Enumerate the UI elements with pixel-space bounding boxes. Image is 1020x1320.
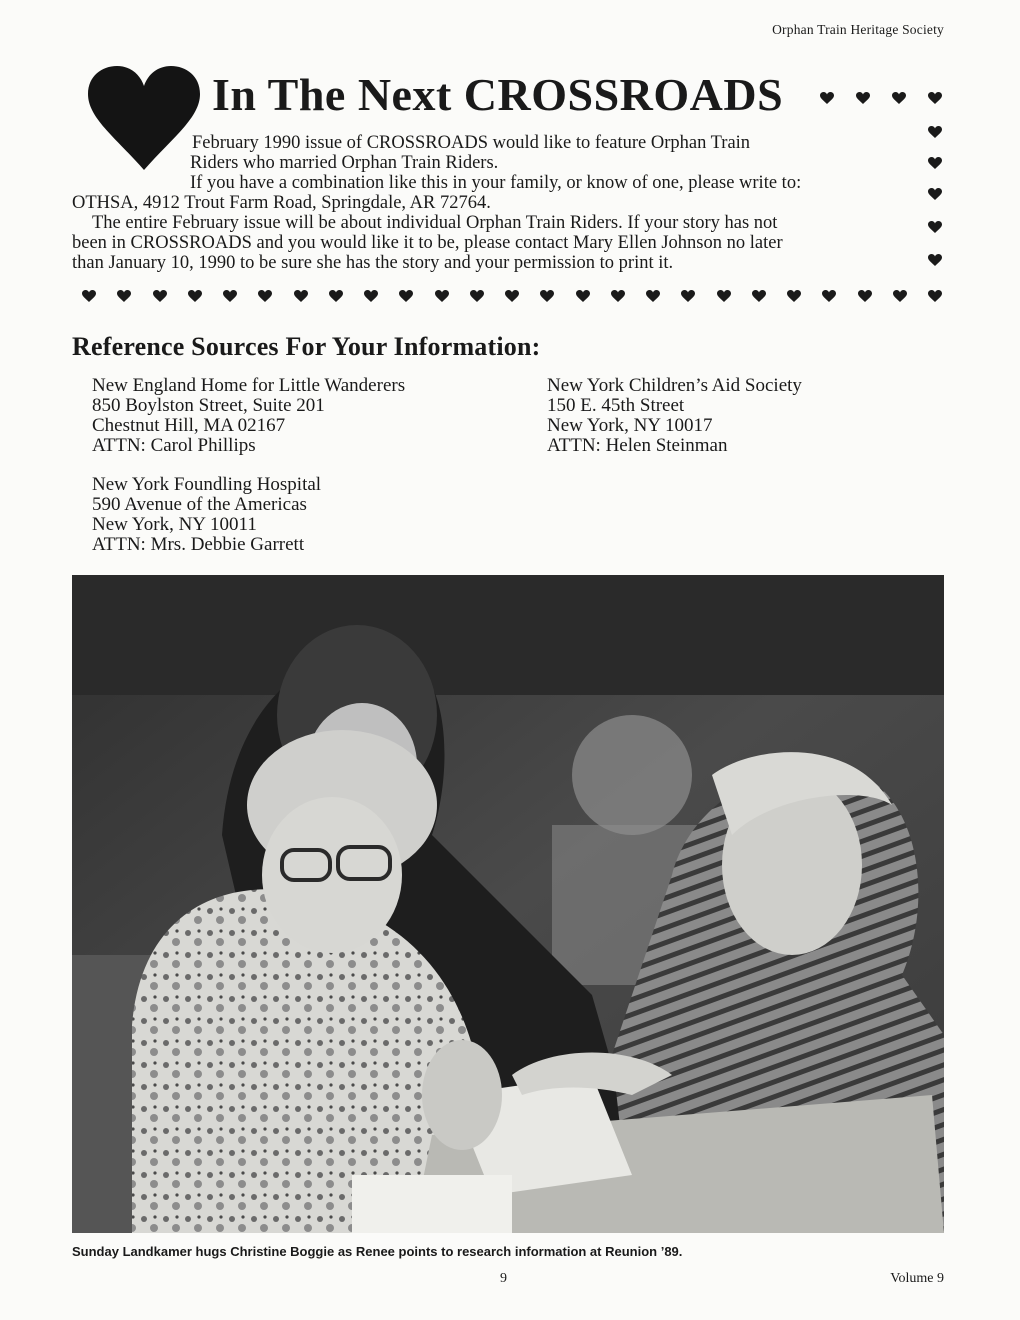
reference-heading: Reference Sources For Your Information: xyxy=(72,332,541,361)
border-heart-icon xyxy=(258,290,272,302)
border-heart-icon xyxy=(787,290,801,302)
source-street: 150 E. 45th Street xyxy=(547,395,685,416)
border-heart-icon xyxy=(540,290,554,302)
page-number: 9 xyxy=(500,1271,507,1286)
border-heart-icon xyxy=(928,221,942,233)
border-heart-icon xyxy=(820,92,834,104)
announcement-line: The entire February issue will be about individual Orphan Train Riders. If your story has not xyxy=(92,213,778,233)
border-heart-icon xyxy=(752,290,766,302)
border-heart-icon xyxy=(646,290,660,302)
source-name: New York Foundling Hospital xyxy=(92,474,322,495)
announcement-line: February 1990 issue of CROSSROADS would like to feature Orphan Train xyxy=(192,133,751,153)
border-heart-icon xyxy=(858,290,872,302)
border-heart-icon xyxy=(681,290,695,302)
source-street: 590 Avenue of the Americas xyxy=(92,494,307,515)
volume-label: Volume 9 xyxy=(890,1271,944,1286)
border-heart-icon xyxy=(928,188,942,200)
border-heart-icon xyxy=(399,290,413,302)
source-city: Chestnut Hill, MA 02167 xyxy=(92,415,286,436)
border-heart-icon xyxy=(928,290,942,302)
border-heart-icon xyxy=(153,290,167,302)
border-heart-icon xyxy=(928,92,942,104)
source-name: New York Children’s Aid Society xyxy=(547,375,802,396)
source-attn: ATTN: Helen Steinman xyxy=(547,435,728,456)
border-heart-icon xyxy=(82,290,96,302)
border-heart-icon xyxy=(928,157,942,169)
border-heart-icon xyxy=(294,290,308,302)
border-heart-icon xyxy=(505,290,519,302)
border-heart-icon xyxy=(329,290,343,302)
border-heart-icon xyxy=(117,290,131,302)
announcement-line: OTHSA, 4912 Trout Farm Road, Springdale, AR 72764. xyxy=(72,193,491,213)
border-heart-icon xyxy=(188,290,202,302)
border-heart-icon xyxy=(928,126,942,138)
announcement-line: If you have a combination like this in your family, or know of one, please write to: xyxy=(190,173,802,193)
reference-source xyxy=(92,376,405,456)
photo-caption: Sunday Landkamer hugs Christine Boggie as Renee points to research information at Reunion ’89. xyxy=(72,1244,683,1259)
border-heart-icon xyxy=(822,290,836,302)
publication-header: Orphan Train Heritage Society xyxy=(772,22,944,37)
border-heart-icon xyxy=(611,290,625,302)
border-heart-icon xyxy=(364,290,378,302)
border-heart-icon xyxy=(928,254,942,266)
border-heart-icon xyxy=(576,290,590,302)
source-city: New York, NY 10011 xyxy=(92,514,257,535)
source-attn: ATTN: Mrs. Debbie Garrett xyxy=(92,534,305,555)
source-city: New York, NY 10017 xyxy=(547,415,713,436)
announcement-line: than January 10, 1990 to be sure she has the story and your permission to print it. xyxy=(72,253,674,273)
reunion-photo xyxy=(72,575,944,1233)
announcement-title: In The Next CROSSROADS xyxy=(212,69,784,120)
source-attn: ATTN: Carol Phillips xyxy=(92,435,256,456)
border-heart-icon xyxy=(856,92,870,104)
announcement-line: Riders who married Orphan Train Riders. xyxy=(190,153,499,173)
reference-source xyxy=(547,376,802,456)
reference-source xyxy=(92,475,321,555)
border-heart-icon xyxy=(892,92,906,104)
border-heart-icon xyxy=(717,290,731,302)
border-heart-icon xyxy=(893,290,907,302)
announcement-body xyxy=(72,133,912,273)
border-heart-icon xyxy=(223,290,237,302)
source-name: New England Home for Little Wanderers xyxy=(92,375,406,396)
border-heart-icon xyxy=(435,290,449,302)
border-heart-icon xyxy=(470,290,484,302)
source-street: 850 Boylston Street, Suite 201 xyxy=(92,395,325,416)
announcement-line: been in CROSSROADS and you would like it to be, please contact Mary Ellen Johnson no later xyxy=(72,233,783,253)
